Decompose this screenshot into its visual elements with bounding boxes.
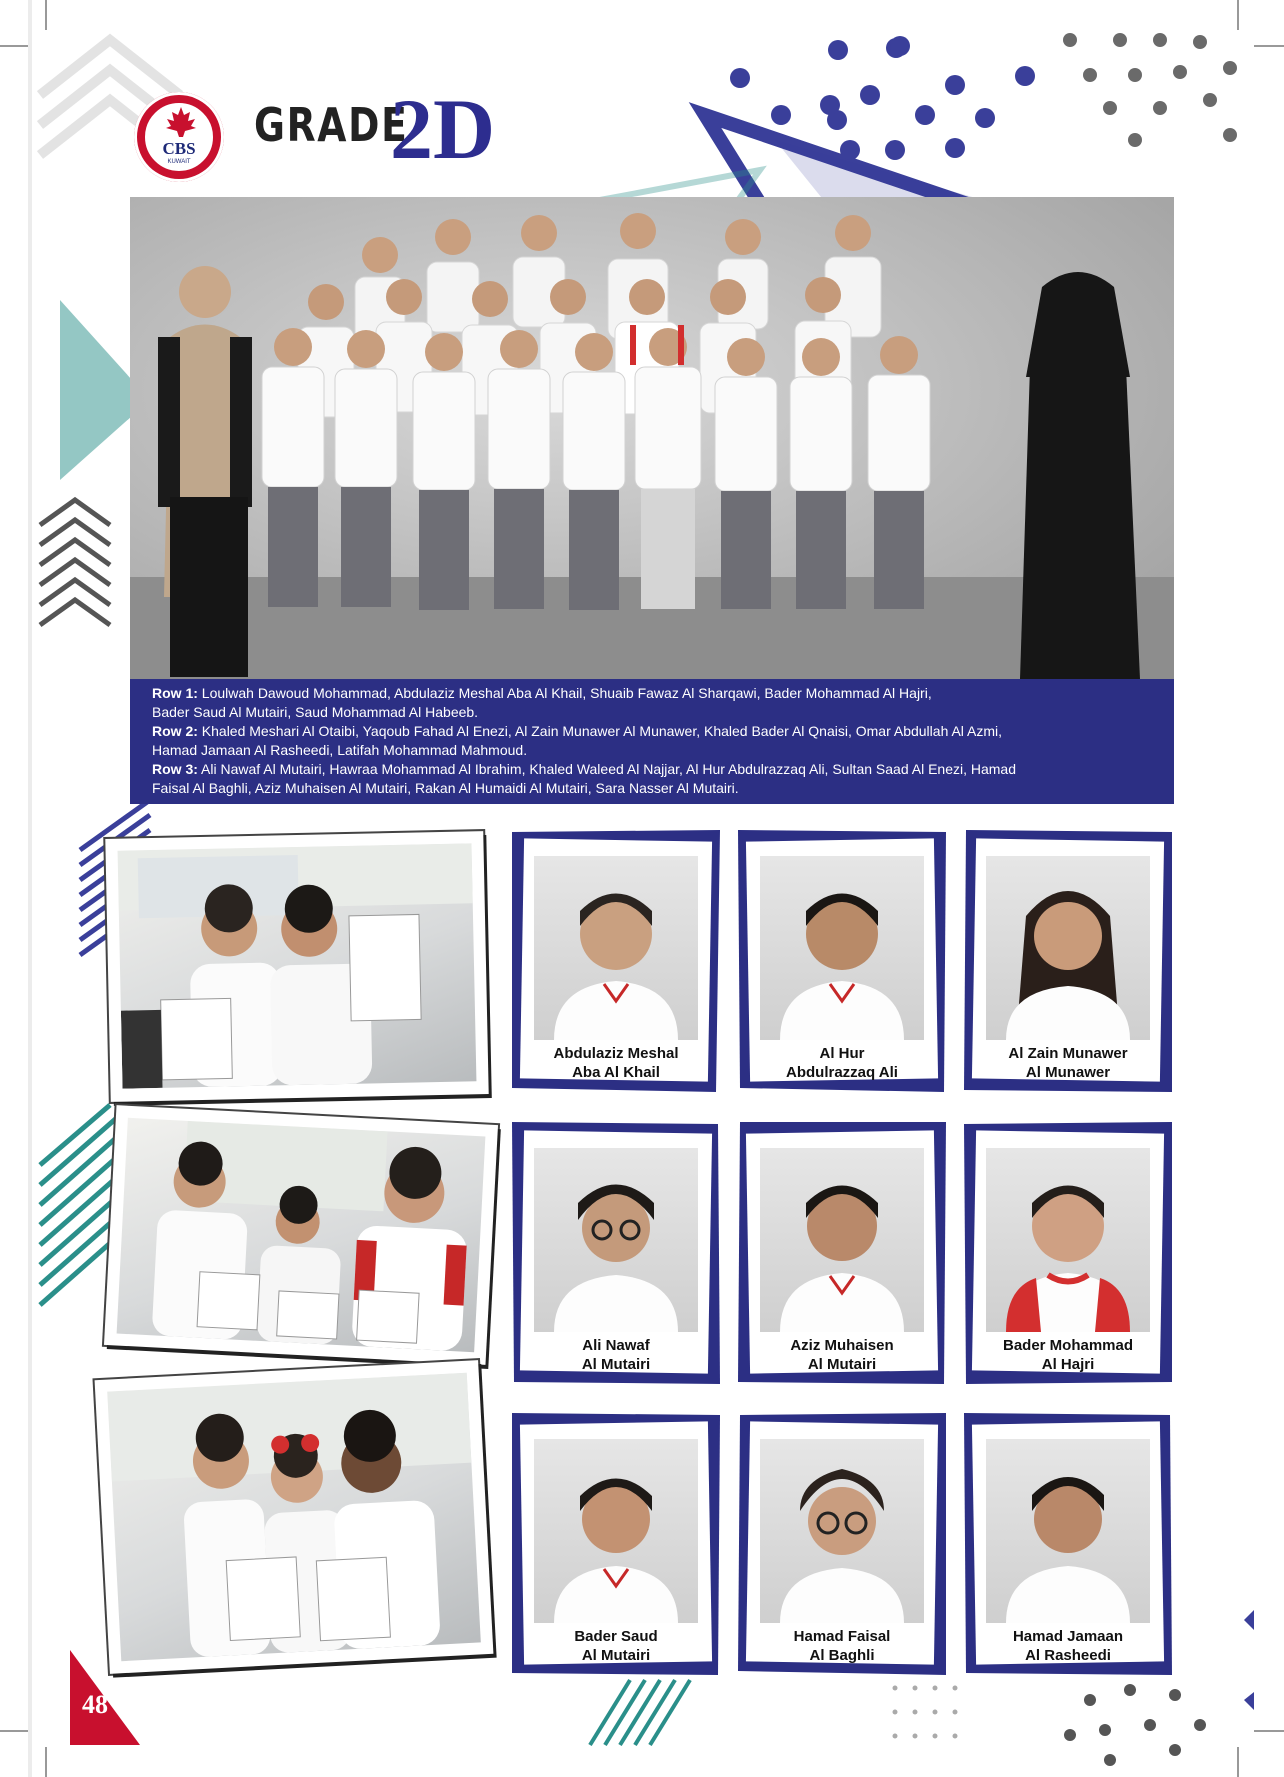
caption-row-text: Khaled Meshari Al Otaibi, Yaqoub Fahad Al Enezi, Al Zain Munawer Al Munawer, Khaled Bader Al Qnaisi, Omar Abdullah Al Azmi, [197,723,1003,739]
student-portrait [534,856,698,1040]
activity-photo-illustration [107,1373,481,1661]
student-name: Abdulaziz Meshal Aba Al Khail [553,1045,679,1081]
group-photo-illustration [130,197,1174,679]
student-portrait [986,1439,1150,1623]
caption-row-2 [152,722,1152,760]
student-name: Aziz Muhaisen Al Mutairi [790,1337,894,1373]
caption-row-3 [152,760,1152,798]
student-card [512,1413,720,1675]
student-card [738,830,946,1092]
caption-row-text: Ali Nawaf Al Mutairi, Hawraa Mohammad Al Ibrahim, Khaled Waleed Al Najjar, Al Hur Abdulrazzaq Ali, Sultan Saad Al Enezi, Hamad [197,761,1016,777]
student-portrait [986,1148,1150,1332]
school-logo [134,92,224,182]
activity-photo-1 [105,831,488,1102]
grade-class: 2D [390,81,496,177]
class-roster-caption [130,679,1174,804]
student-name: Al Zain Munawer Al Munawer [1008,1045,1128,1081]
student-name: Hamad Faisal Al Baghli [793,1628,891,1664]
caption-row-label: Row 3: [152,761,198,777]
student-portrait [760,856,924,1040]
student-name: Ali Nawaf Al Mutairi [581,1337,651,1373]
student-card [738,1413,946,1675]
student-name: Hamad Jamaan Al Rasheedi [1012,1628,1124,1664]
activity-photo-3 [95,1360,494,1674]
activity-photo-illustration [117,1118,486,1352]
student-card [964,1122,1172,1384]
student-card [512,1122,720,1384]
student-portrait [760,1439,924,1623]
caption-row-label: Row 2: [152,723,198,739]
caption-row-1 [152,684,1152,722]
student-card [738,1122,946,1384]
logo-text: CBS [162,139,196,158]
maple-leaf-icon [165,107,197,137]
student-portrait [534,1148,698,1332]
caption-row-text: Faisal Al Baghli, Aziz Muhaisen Al Mutairi, Rakan Al Humaidi Al Mutairi, Sara Nasser Al Mutairi. [152,780,739,796]
student-card [964,830,1172,1092]
student-card [964,1413,1172,1675]
student-name: Al Hur Abdulrazzaq Ali [786,1045,898,1081]
student-name: Bader Saud Al Mutairi [574,1628,658,1664]
activity-photo-2 [104,1105,498,1365]
page-number: 48 [82,1690,108,1719]
student-portrait [534,1439,698,1623]
caption-row-text: Bader Saud Al Mutairi, Saud Mohammad Al Habeeb. [152,704,479,720]
student-card [512,830,720,1092]
caption-row-label: Row 1: [152,685,198,701]
student-portrait [986,856,1150,1040]
activity-photo-illustration [118,843,477,1088]
grade-label: GRADE [254,98,409,152]
caption-row-text: Hamad Jamaan Al Rasheedi, Latifah Mohammad Mahmoud. [152,742,528,758]
caption-row-text: Loulwah Dawoud Mohammad, Abdulaziz Meshal Aba Al Khail, Shuaib Fawaz Al Sharqawi, Bader Mohammad Al Hajri, [197,685,932,701]
class-group-photo [130,197,1174,679]
logo-subtext: KUWAIT [167,159,191,165]
student-portrait [760,1148,924,1332]
student-name: Bader Mohammad Al Hajri [1002,1337,1134,1373]
